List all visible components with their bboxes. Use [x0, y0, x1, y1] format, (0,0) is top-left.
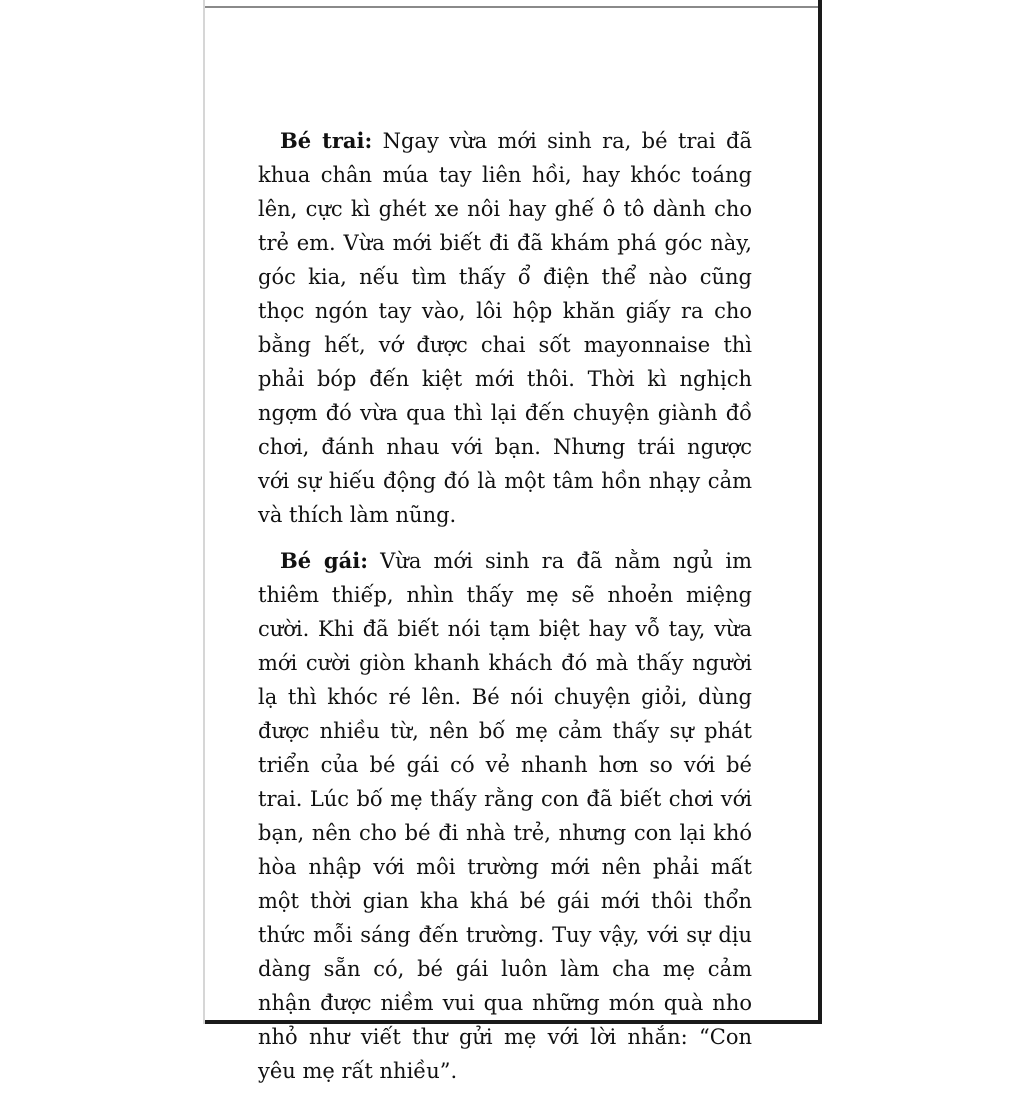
- page-edge-left: [203, 0, 205, 1024]
- top-rule: [205, 6, 818, 8]
- paragraph-lead-be-trai: Bé trai:: [280, 128, 373, 153]
- paragraph-be-gai: [258, 544, 752, 1088]
- paragraph-lead-be-gai: Bé gái:: [280, 548, 368, 573]
- paragraph-text-be-gai: Vừa mới sinh ra đã nằm ngủ im thiêm thiếp, nhìn thấy mẹ sẽ nhoẻn miệng cười. Khi đã biết nói tạm biệt hay vỗ tay, vừa mới cười giòn khanh khách đó mà thấy người lạ thì khóc ré lên. Bé nói chuyện giỏi, dùng được nhiều từ, nên bố mẹ cảm thấy sự phát triển của bé gái có vẻ nhanh hơn so với bé trai. Lúc bố mẹ thấy rằng con đã biết chơi với bạn, nên cho bé đi nhà trẻ, nhưng con lại khó hòa nhập với môi trường mới nên phải mất một thời gian kha khá bé gái mới thôi thổn thức mỗi sáng đến trường. Tuy vậy, với sự dịu dàng sẵn có, bé gái luôn làm cha mẹ cảm nhận được niềm vui qua những món quà nho nhỏ như viết thư gửi mẹ với lời nhắn: “Con yêu mẹ rất nhiều”.: [258, 549, 752, 1083]
- paragraph-text-be-trai: Ngay vừa mới sinh ra, bé trai đã khua chân múa tay liên hồi, hay khóc toáng lên, cực kì ghét xe nôi hay ghế ô tô dành cho trẻ em. Vừa mới biết đi đã khám phá góc này, góc kia, nếu tìm thấy ổ điện thể nào cũng thọc ngón tay vào, lôi hộp khăn giấy ra cho bằng hết, vớ được chai sốt mayonnaise thì phải bóp đến kiệt mới thôi. Thời kì nghịch ngợm đó vừa qua thì lại đến chuyện giành đồ chơi, đánh nhau với bạn. Nhưng trái ngược với sự hiếu động đó là một tâm hồn nhạy cảm và thích làm nũng.: [258, 129, 752, 527]
- body-text: [258, 124, 752, 1100]
- page-edge-right: [818, 0, 822, 1024]
- paragraph-be-trai: [258, 124, 752, 532]
